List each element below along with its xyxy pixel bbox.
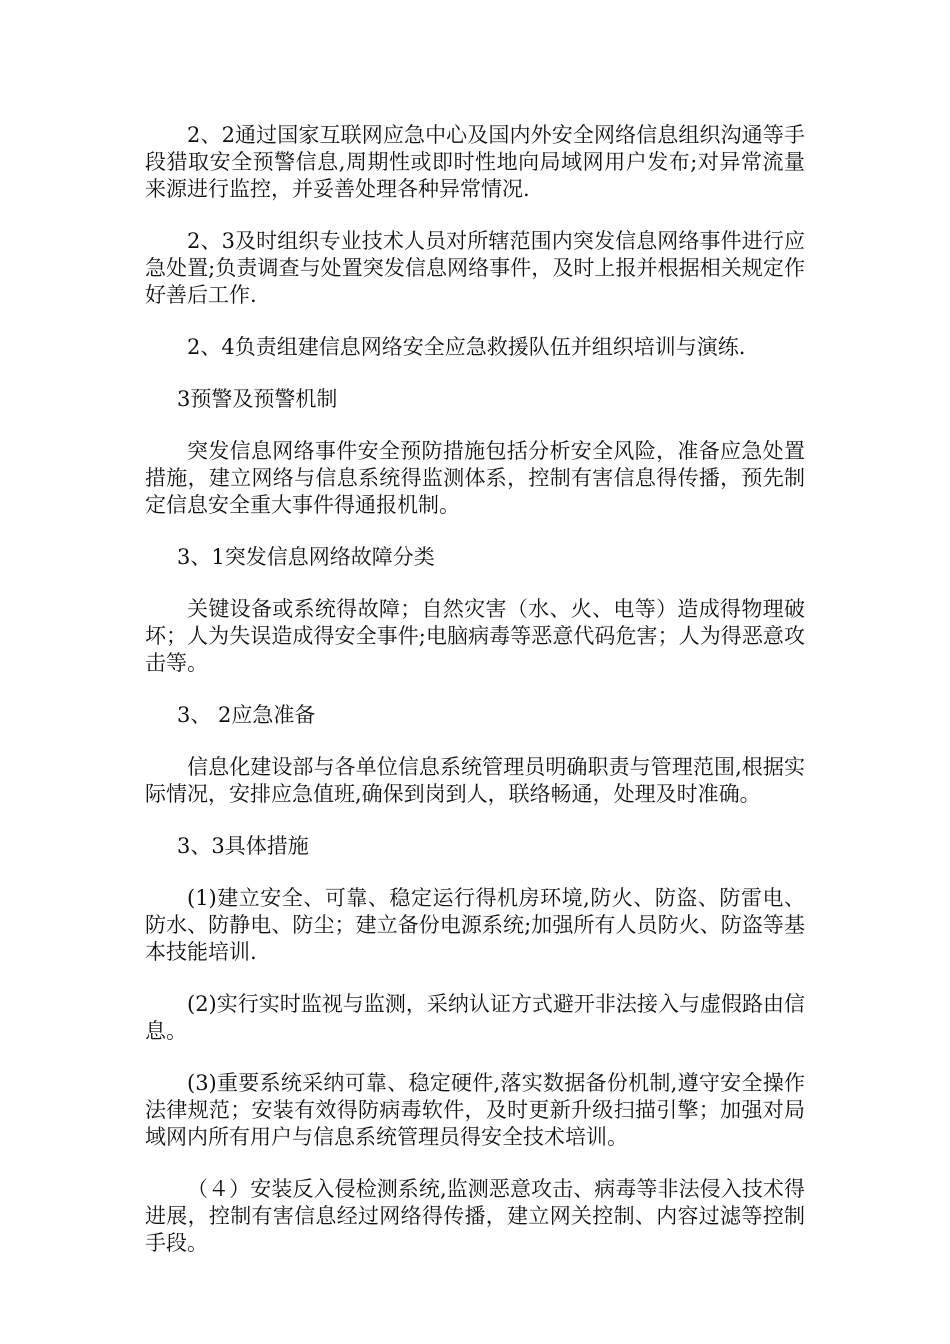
- paragraph-prevention: 突发信息网络事件安全预防措施包括分析安全风险，准备应急处置措施，建立网络与信息系统得监测体系，控制有害信息得传播，预先制定信息安全重大事件得通报机制。: [145, 439, 805, 517]
- paragraph-measure-3: (3)重要系统采纳可靠、稳定硬件,落实数据备份机制,遵守安全操作法律规范；安装有效得防病毒软件，及时更新升级扫描引擎；加强对局域网内所有用户与信息系统管理员得安全技术培训。: [145, 1071, 805, 1149]
- section-heading-3-3: 3、3具体措施: [177, 834, 309, 858]
- paragraph-measure-4: （４）安装反入侵检测系统,监测恶意攻击、病毒等非法侵入技术得进展，控制有害信息经过网络得传播，建立网关控制、内容过滤等控制手段。: [145, 1177, 805, 1255]
- section-heading-3-2: 3、 2应急准备: [177, 703, 316, 727]
- paragraph-2-2: 2、2通过国家互联网应急中心及国内外安全网络信息组织沟通等手段猎取安全预警信息,周期性或即时性地向局域网用户发布;对异常流量来源进行监控，并妥善处理各种异常情况.: [145, 123, 805, 201]
- paragraph-2-3: 2、3及时组织专业技术人员对所辖范围内突发信息网络事件进行应急处置;负责调查与处置突发信息网络事件，及时上报并根据相关规定作好善后工作.: [145, 229, 805, 307]
- section-heading-3: 3预警及预警机制: [177, 387, 338, 411]
- paragraph-measure-1: (1)建立安全、可靠、稳定运行得机房环境,防火、防盗、防雷电、防水、防静电、防尘；建立备份电源系统;加强所有人员防火、防盗等基本技能培训.: [145, 886, 805, 964]
- paragraph-preparation: 信息化建设部与各单位信息系统管理员明确职责与管理范围,根据实际情况，安排应急值班,确保到岗到人，联络畅通，处理及时准确。: [145, 755, 805, 806]
- document-body: [145, 122, 805, 1282]
- paragraph-measure-2: (2)实行实时监视与监测，采纳认证方式避开非法接入与虚假路由信息。: [145, 992, 805, 1043]
- paragraph-fault-types: 关键设备或系统得故障；自然灾害（水、火、电等）造成得物理破坏；人为失误造成得安全事件;电脑病毒等恶意代码危害；人为得恶意攻击等。: [145, 597, 805, 675]
- paragraph-2-4: 2、4负责组建信息网络安全应急救援队伍并组织培训与演练.: [187, 335, 746, 359]
- section-heading-3-1: 3、1突发信息网络故障分类: [177, 545, 435, 569]
